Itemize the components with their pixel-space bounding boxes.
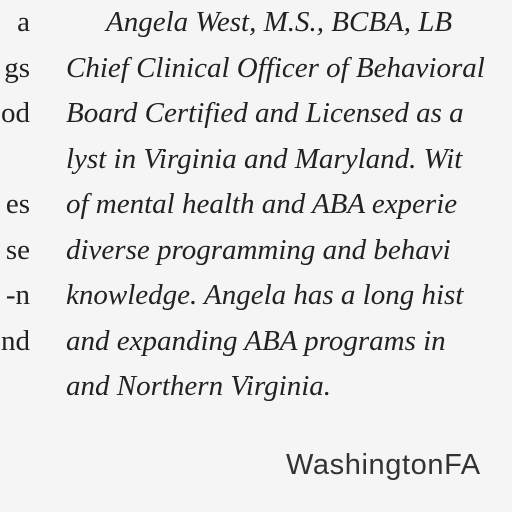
- left-fragment: [0, 137, 30, 183]
- bio-line: and Northern Virginia.: [66, 370, 332, 402]
- left-fragment: od: [1, 97, 30, 129]
- left-fragment: a: [17, 6, 30, 38]
- bio-line: Angela West, M.S., BCBA, LB: [106, 6, 453, 38]
- left-fragment: se: [5, 233, 30, 266]
- left-column-fragments: [0, 0, 30, 364]
- bio-line: diverse programming and behavi: [66, 233, 451, 266]
- bio-line: knowledge. Angela has a long hist: [66, 279, 464, 311]
- left-fragment: gs: [4, 51, 30, 84]
- bio-paragraph: [66, 0, 512, 410]
- bio-line: lyst in Virginia and Maryland. Wit: [66, 142, 463, 175]
- footer-brand-text: WashingtonFA: [286, 449, 481, 481]
- left-fragment: n-: [5, 279, 30, 311]
- bio-line: Board Certified and Licensed as a: [66, 97, 464, 129]
- left-fragment: es: [5, 188, 30, 220]
- bio-line: of mental health and ABA experie: [66, 188, 458, 220]
- left-fragment: nd: [1, 324, 30, 357]
- bio-line: Chief Clinical Officer of Behavioral: [66, 51, 485, 84]
- bio-line: and expanding ABA programs in: [66, 324, 446, 357]
